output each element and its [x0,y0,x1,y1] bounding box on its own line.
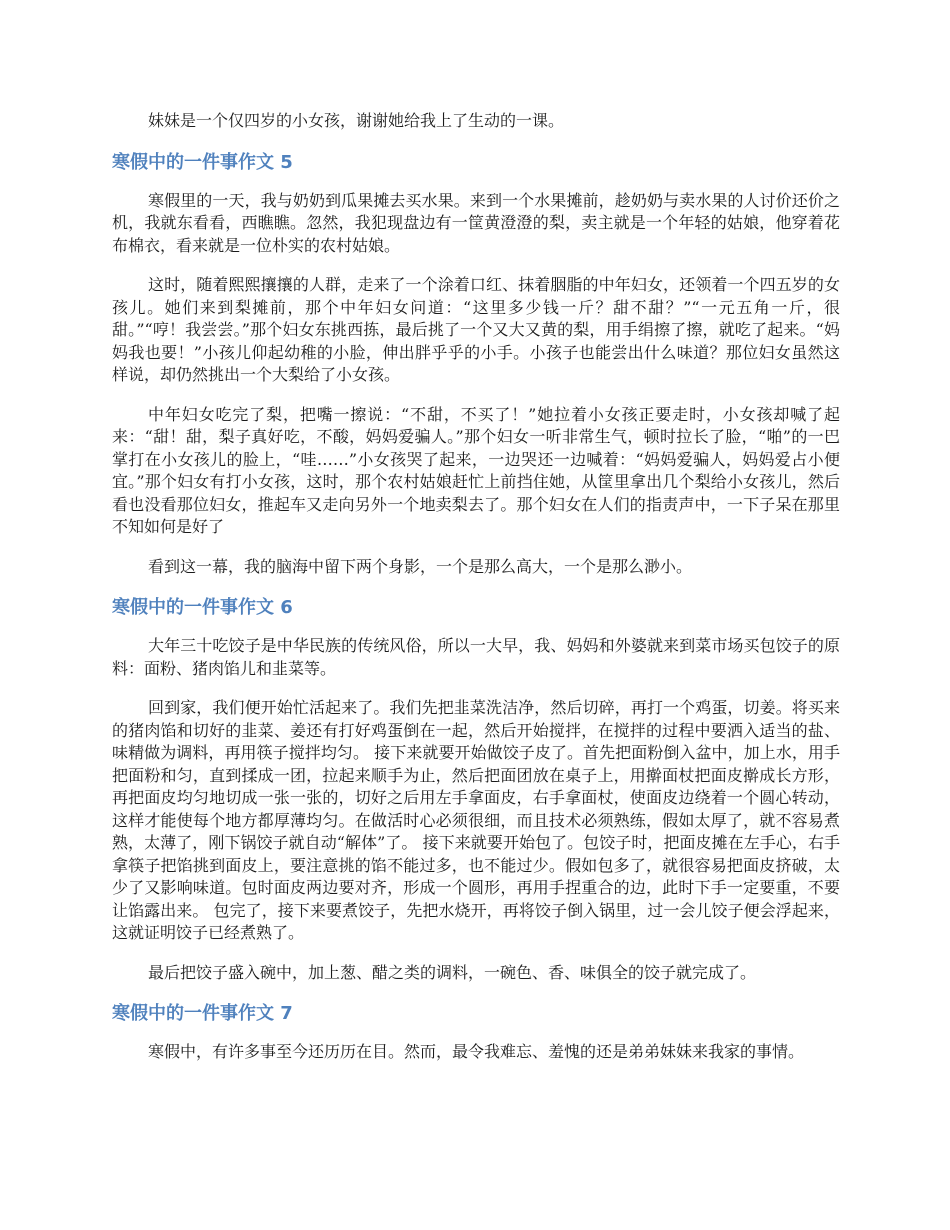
paragraph: 中年妇女吃完了梨，把嘴一擦说：“不甜，不买了！”她拉着小女孩正要走时，小女孩却喊了起来：“甜！甜，梨子真好吃，不酸，妈妈爱骗人。”那个妇女一听非常生气，顿时拉长了脸，“啪”的一巴掌打在小女孩儿的脸上，“哇……”小女孩哭了起来，一边哭还一边喊着：“妈妈爱骗人，妈妈爱占小便宜。”那个妇女有打小女孩，这时，那个农村姑娘赶忙上前挡住她，从筐里拿出几个梨给小女孩儿，然后看也没看那位妇女，推起车又走向另外一个地卖梨去了。那个妇女在人们的指责声中，一下子呆在那里不知如何是好了 [112,404,840,536]
paragraph: 寒假里的一天，我与奶奶到瓜果摊去买水果。来到一个水果摊前，趁奶奶与卖水果的人讨价还价之机，我就东看看，西瞧瞧。忽然，我犯现盘边有一筐黄澄澄的梨，卖主就是一个年轻的姑娘，他穿着花布棉衣，看来就是一位朴实的农村姑娘。 [112,190,840,255]
paragraph: 最后把饺子盛入碗中，加上葱、醋之类的调料，一碗色、香、味俱全的饺子就完成了。 [148,962,757,982]
section-heading-essay-5: 寒假中的一件事作文 5 [112,151,293,173]
section-heading-essay-6: 寒假中的一件事作文 6 [112,597,293,618]
paragraph: 妹妹是一个仅四岁的小女孩，谢谢她给我上了生动的一课。 [148,111,565,130]
paragraph: 这时，随着熙熙攘攘的人群，走来了一个涂着口红、抹着胭脂的中年妇女，还领着一个四五岁的女孩儿。她们来到梨摊前，那个中年妇女问道：“这里多少钱一斤？甜不甜？”“一元五角一斤，很甜。”“哼！我尝尝。”那个妇女东挑西拣，最后挑了一个又大又黄的梨，用手绢擦了擦，就吃了起来。“妈妈我也要！”小孩儿仰起幼稚的小脸，伸出胖乎乎的小手。小孩子也能尝出什么味道？那位妇女虽然这样说，却仍然挑出一个大梨给了小女孩。 [112,275,840,384]
paragraph: 看到这一幕，我的脑海中留下两个身影，一个是那么高大，一个是那么渺小。 [148,556,693,576]
section-heading-essay-7: 寒假中的一件事作文 7 [112,1003,293,1024]
paragraph: 寒假中，有许多事至今还历历在目。然而，最令我难忘、羞愧的还是弟弟妹妹来我家的事情。 [148,1042,805,1061]
paragraph: 大年三十吃饺子是中华民族的传统风俗，所以一大早，我、妈妈和外婆就来到菜市场买包饺子的原料：面粉、猪肉馅儿和韭菜等。 [112,636,840,678]
document-body [112,110,840,1081]
paragraph: 回到家，我们便开始忙活起来了。我们先把韭菜洗洁净，然后切碎，再打一个鸡蛋，切姜。将买来的猪肉馅和切好的韭菜、姜还有打好鸡蛋倒在一起，然后开始搅拌，在搅拌的过程中要洒入适当的盐、味精做为调料，再用筷子搅拌均匀。 接下来就要开始做饺子皮了。首先把面粉倒入盆中，加上水，用手把面粉和匀，直到揉成一团，拉起来顺手为止，然后把面团放在桌子上，用擀面杖把面皮擀成长方形，再把面皮均匀地切成一张一张的，切好之后用左手拿面皮，右手拿面杖，使面皮边绕着一个圆心转动，这样才能使每个地方都厚薄均匀。在做活时心必须很细，而且技术必须熟练，假如太厚了，就不容易煮熟，太薄了，刚下锅饺子就自动“解体”了。 接下来就要开始包了。包饺子时，把面皮摊在左手心，右手拿筷子把馅挑到面皮上，要注意挑的馅不能过多，也不能过少。假如包多了，就很容易把面皮挤破，太少了又影响味道。包时面皮两边要对齐，形成一个圆形，再用手捏重合的边，此时下手一定要重，不要让馅露出来。 包完了，接下来要煮饺子，先把水烧开，再将饺子倒入锅里，过一会儿饺子便会浮起来，这就证明饺子已经煮熟了。 [112,698,840,942]
